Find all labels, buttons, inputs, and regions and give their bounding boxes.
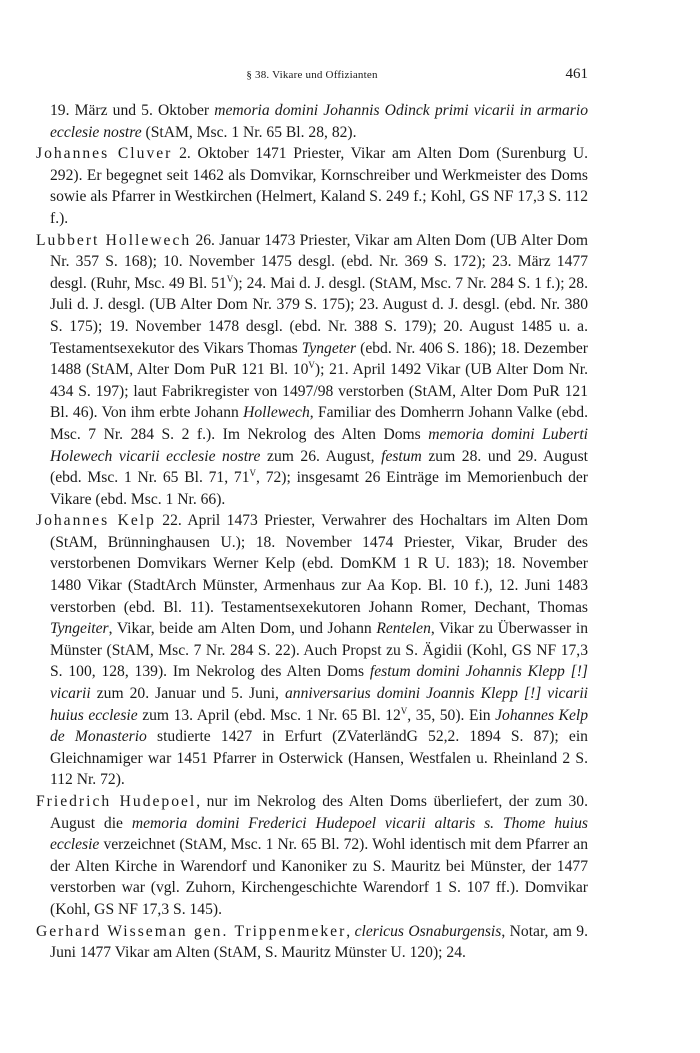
entry-text: , Vikar zu Überwasser in Münster (StAM, Msc. 7 Nr. 284 S. 22). Auch Propst zu S. Ägidii (Kohl, GS NF 17,3 S. 100, 128, 139). Im Nekrolog des Alten Doms — [50, 620, 589, 681]
latin-quotation: festum — [381, 447, 422, 465]
latin-quotation: Hollewech — [243, 404, 310, 422]
prosopography-entry — [36, 143, 588, 229]
entry-person-name: Gerhard Wisseman gen. Trippenmeker — [36, 922, 347, 940]
latin-quotation: clericus Osnaburgensis — [354, 922, 502, 940]
entry-text: (StAM, Msc. 1 Nr. 65 Bl. 28, 82). — [141, 123, 357, 141]
entry-text: zum 26. August, — [260, 447, 382, 465]
prosopography-entry — [36, 510, 588, 791]
folio-verso-mark: V — [226, 273, 234, 284]
folio-verso-mark: V — [308, 359, 315, 370]
entry-person-name: Lubbert Hollewech — [36, 231, 192, 249]
entry-text: (ebd. Nr. 406 S. 186); 18. Dezember 1488 (StAM, Alter Dom PuR 121 Bl. 10 — [50, 339, 588, 379]
entry-person-name: Friedrich Hudepoel — [36, 793, 197, 810]
entry-person-name: Johannes Kelp — [36, 512, 156, 530]
entry-text: , Vikar, beide am Alten Dom, und Johann — [108, 620, 377, 638]
entry-text: studierte 1427 in Erfurt (ZVaterländG 52,2. 1894 S. 87); ein Gleichnamiger war 1451 Pfarrer in Osterwick (Hansen, Westfalen u. Rheinland 2 S. 112 Nr. 72). — [50, 728, 588, 789]
running-head-title: § 38. Vikare und Offizianten — [246, 69, 378, 81]
entry-text: , Notar, am 9. Juni 1477 Vikar am Alten (StAM, S. Mauritz Münster U. 120); 24. — [50, 922, 588, 962]
entry-text: 26. Januar 1473 Priester, Vikar am Alten Dom (UB Alter Dom Nr. 357 S. 168); 10. November 1475 desgl. (ebd. Nr. 369 S. 172); 23. März 1477 desgl. (Ruhr, Msc. 49 Bl. 51 — [50, 231, 588, 292]
entry-text: 22. April 1473 Priester, Verwahrer des Hochaltars im Alten Dom (StAM, Brünninghausen U.); 18. November 1474 Priester, Vikar, Bruder des verstorbenen Domvikars Werner Kelp (ebd. DomKM 1 R U. 183); 18. November 1480 Vikar (StadtArch Münster, Armenhaus zur Aa Kop. Bl. 10 f.), 12. Juni 1483 verstorben (ebd. Bl. 11). Testamentsexekutoren Johann Romer, Dechant, Thomas — [50, 512, 588, 616]
latin-quotation: Tyngeter — [301, 339, 357, 357]
prosopography-entry — [36, 230, 588, 511]
entry-person-name: Johannes Cluver — [36, 145, 173, 163]
entry-text: 2. Oktober 1471 Priester, Vikar am Alten Dom (Surenburg U. 292). Er begegnet seit 1462 als Domvikar, Kornschreiber und Werkmeister des Doms sowie als Pfarrer in Westkirchen (Helmert, Kaland S. 249 f.; Kohl, GS NF 17,3 S. 112 f.). — [50, 145, 588, 227]
latin-quotation: Rentelen — [376, 620, 431, 638]
entry-text: , 72); insgesamt 26 Einträge im Memorienbuch der Vikare (ebd. Msc. 1 Nr. 66). — [50, 469, 589, 508]
entry-text: ); 24. Mai d. J. desgl. (StAM, Msc. 7 Nr. 284 S. 1 f.); 28. Juli d. J. desgl. (UB Alter Dom Nr. 379 S. 175); 23. August d. J. desgl. (ebd. Nr. 380 S. 175); 19. November 1478 desgl. (ebd. Nr. 388 S. 179); 20. August 1485 u. a. Testamentsexekutor des Vikars Thomas — [50, 274, 588, 357]
latin-quotation: festum domini Johannis Klepp [!] vicarii — [50, 663, 588, 703]
latin-quotation: anniversarius domini Joannis Klepp [!] vicarii huius ecclesie — [50, 685, 589, 724]
entry-text: , nur im Nekrolog des Alten Doms überliefert, der zum 30. August die — [50, 793, 588, 832]
page-number: 461 — [565, 66, 588, 82]
latin-quotation: memoria domini Johannis Odinck primi vicarii in armario ecclesie nostre — [50, 102, 588, 141]
entry-text: ); 21. April 1492 Vikar (UB Alter Dom Nr. 434 S. 197); laut Fabrikregister von 1497/98 verstorben (StAM, Alter Dom PuR 121 Bl. 46). Von ihm erbte Johann — [50, 361, 588, 422]
body-text — [36, 100, 588, 964]
folio-verso-mark: V — [249, 467, 257, 478]
entry-text: , — [346, 922, 355, 940]
latin-quotation: memoria domini Luberti Holewech vicarii ecclesie nostre — [50, 425, 588, 465]
entry-text: verzeichnet (StAM, Msc. 1 Nr. 65 Bl. 72). Wohl identisch mit dem Pfarrer an der Alten Kirche in Warendorf und Kanoniker zu S. Mauritz bei Münster, der 1477 verstorben war (vgl. Zuhorn, Kirchengeschichte Warendorf 1 S. 107 ff.). Domvikar (Kohl, GS NF 17,3 S. 145). — [50, 836, 588, 918]
entry-text: , 35, 50). Ein — [407, 706, 496, 724]
entry-text: zum 20. Januar und 5. Juni, — [90, 685, 285, 703]
latin-quotation: Tyngeiter — [50, 620, 109, 638]
running-head — [36, 66, 588, 86]
prosopography-entry — [36, 921, 588, 964]
entry-text: , Familiar des Domherrn Johann Valke (ebd. Msc. 7 Nr. 284 S. 2 f.). Im Nekrolog des Alten Doms — [50, 404, 588, 443]
entry-text: zum 13. April (ebd. Msc. 1 Nr. 65 Bl. 12 — [137, 706, 401, 724]
latin-quotation: Johannes Kelp de Monasterio — [50, 706, 589, 746]
entry-continuation — [36, 100, 588, 143]
prosopography-entry — [36, 791, 588, 921]
entry-text: zum 28. und 29. August (ebd. Msc. 1 Nr. 65 Bl. 71, 71 — [50, 447, 588, 487]
folio-verso-mark: V — [400, 705, 408, 716]
latin-quotation: memoria domini Frederici Hudepoel vicarii altaris s. Thome huius ecclesie — [50, 814, 588, 854]
entry-text: 19. März und 5. Oktober — [50, 102, 215, 119]
